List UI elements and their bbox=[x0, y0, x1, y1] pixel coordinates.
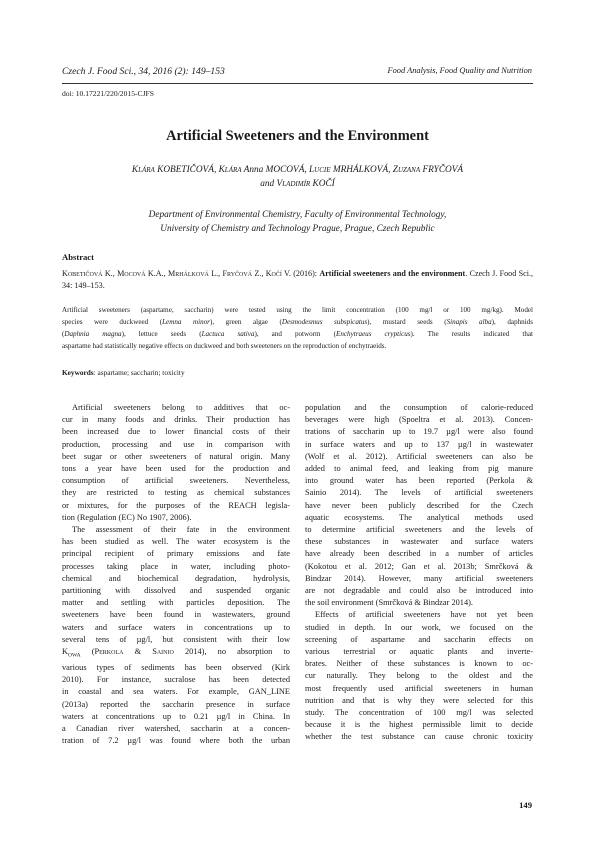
body-text-line: waters and surface waters in concentrations up to bbox=[62, 622, 290, 632]
body-text-line: waters at concentrations up to 0.21 µg/l in China. In bbox=[62, 711, 290, 721]
body-text-line: 2010). For instance, sucralose has been detected bbox=[62, 675, 290, 685]
body-text-line: tons a year have been used for the production and bbox=[62, 464, 290, 474]
body-text-line: nutrition and that is why they were selected for this bbox=[305, 695, 533, 705]
author-surname: KOBETIČOVÁ, bbox=[157, 165, 219, 175]
body-text-line: most frequently used artificial sweeteners in human bbox=[305, 683, 533, 693]
author-first-name: Vladimír bbox=[276, 178, 311, 189]
body-text-line: several tens of µg/l, but consistent with their low bbox=[62, 634, 290, 644]
abstract-line: Artificial sweeteners (aspartame, saccharin) were tested using the limit concentration (100 mg/l or 100 mg/kg). Model bbox=[62, 306, 533, 314]
body-text-line: they are restricted to testing as chemical substances bbox=[62, 488, 290, 498]
body-text-line: has been studied as well. The water ecosystem is the bbox=[62, 537, 290, 547]
body-column-left bbox=[62, 402, 290, 747]
body-text-line: or mixtures, for the purposes of the REACH legisla- bbox=[62, 500, 290, 510]
body-text-line: cur naturally. They belong to the oldest and the bbox=[305, 671, 533, 681]
body-text-line: because it is the highest permissible limit to decide bbox=[305, 720, 533, 730]
author-surname: MRHÁLKOVÁ, bbox=[332, 165, 393, 175]
body-text-line: added to animal feed, and leaking from pig manure bbox=[305, 464, 533, 474]
section-header: Food Analysis, Food Quality and Nutrition bbox=[387, 66, 532, 75]
body-text-line: the soil environment (Smrčková & Bindzar 2014). bbox=[305, 598, 473, 608]
body-text-line: chemical and biochemical degradation, hydrolysis, bbox=[62, 573, 290, 583]
body-text-line: whether the test substance can cause chronic toxicity bbox=[305, 732, 533, 742]
author-surname: Anna MOCOVÁ, bbox=[243, 165, 310, 175]
body-text-line: The assessment of their fate in the environment bbox=[72, 525, 290, 535]
body-text-line: population and the consumption of calorie-reduced bbox=[305, 403, 533, 412]
abstract-line: aspartame had statistically negative effects on duckweed and both sweeteners on the reproduction of enchytraeids. bbox=[62, 342, 387, 350]
citation bbox=[62, 268, 533, 292]
abstract-line: species were duckweed (Lemna minor), green algae (Desmodesmus subspicatus), mustard seeds (Sinapis alba), daphnids bbox=[62, 318, 533, 326]
abstract-heading: Abstract bbox=[62, 252, 94, 262]
body-text-line: in surface waters and up to 137 µg/l in wastewater bbox=[305, 439, 533, 449]
affiliation-line: Department of Environmental Chemistry, Faculty of Environmental Technology, bbox=[148, 210, 447, 220]
body-text-line: Bindzar 2014). However, many artificial sweeteners bbox=[305, 573, 533, 583]
keywords-label: Keywords bbox=[62, 368, 94, 377]
doi: doi: 10.17221/220/2015-CJFS bbox=[62, 89, 154, 98]
body-text-line: have never been publicly described for the Czech bbox=[305, 500, 533, 510]
body-text-line: Effects of artificial sweeteners have not yet been bbox=[315, 610, 533, 620]
body-text-line: these substances in wastewater and surface waters bbox=[305, 537, 533, 547]
body-text-line: into ground water has been reported (Perkola & bbox=[305, 476, 533, 486]
body-column-right bbox=[305, 402, 533, 744]
paper-title: Artificial Sweeteners and the Environment bbox=[166, 128, 429, 144]
body-text-line: aquatic ecosystems. The analytical methods used bbox=[305, 512, 533, 522]
body-text-line: have already been described in a number of articles bbox=[305, 549, 533, 559]
page-number: 149 bbox=[519, 800, 532, 810]
journal-header: Czech J. Food Sci., 34, 2016 (2): 149–153 bbox=[62, 66, 225, 77]
author-first-name: Lucie bbox=[309, 165, 331, 175]
body-text-line: various terrestrial or aquatic plants and inverte- bbox=[305, 647, 533, 657]
author-surname: KOČÍ bbox=[312, 178, 335, 189]
affiliation bbox=[62, 208, 533, 236]
body-text-line: studied in depth. In our work, we focused on the bbox=[305, 622, 533, 632]
body-text-line: production, processing and use in comparison with bbox=[62, 439, 290, 449]
body-text-line: $K_{OWA}$ (Perkola & Sainio 2014), no absorption to bbox=[62, 647, 290, 659]
body-text-line: tration of 7.2 µg/l was found where both the urban bbox=[62, 736, 290, 746]
author-first-name: Klára bbox=[131, 165, 155, 175]
body-text-line: (Kokotou et al. 2012; Gan et al. 2013b; Smrčková & bbox=[305, 561, 533, 571]
citation-authors: Kobetičová K., Mocová K.A., Mrhálková L., Fryčová Z., Kočí V. (2016): bbox=[62, 269, 320, 278]
abstract-line: (Daphnia magna), lettuce seeds (Lactuca sativa), and potworm (Enchytraeus crypticus). The results indicated that bbox=[62, 330, 533, 338]
body-text-line: are not degradable and could also be introduced into bbox=[305, 586, 533, 596]
body-text-line: beverages were high (Spoeltra et al. 2013). Concen- bbox=[305, 415, 533, 425]
body-text-line: been increased due to lower financial costs of their bbox=[62, 427, 290, 437]
citation-source: . Czech J. Food Sci., 34: 149–153. bbox=[62, 269, 533, 290]
citation-title: Artificial sweeteners and the environment bbox=[319, 269, 466, 278]
body-text-line: a Canadian river watershed, saccharin at a concen- bbox=[62, 723, 290, 733]
body-text-line: trations of saccharin up to 19.7 µg/l were also found bbox=[305, 427, 533, 437]
body-text-line: in coastal and sea waters. For example, GAN_LINE bbox=[62, 687, 290, 697]
body-text-line: processes taking place in water, including photo- bbox=[62, 561, 290, 571]
body-text-line: matter and settling with particles deposition. The bbox=[62, 598, 290, 608]
body-text-line: brates. Neither of these substances is known to oc- bbox=[305, 659, 533, 669]
body-text-line: partitioning with dissolved and suspended organic bbox=[62, 586, 290, 596]
affiliation-line: University of Chemistry and Technology Prague, Prague, Czech Republic bbox=[160, 224, 435, 234]
body-text-line: (2013a) reported the saccharin presence in surface bbox=[62, 699, 290, 709]
body-text-line: cur in many foods and drinks. Their production has bbox=[62, 415, 290, 425]
author-conjunction: and bbox=[260, 178, 277, 189]
keywords bbox=[62, 368, 533, 377]
author-first-name: Klára bbox=[218, 165, 242, 175]
body-text-line: sweeteners have been found in wastewaters, ground bbox=[62, 610, 290, 620]
keywords-text: : aspartame; saccharin; toxicity bbox=[93, 368, 185, 377]
body-text-line: study. The concentration of 100 mg/l was selected bbox=[305, 708, 533, 718]
body-text-line: various types of sediments has been observed (Kirk bbox=[62, 662, 290, 672]
author-first-name: Zuzana bbox=[392, 165, 421, 175]
body-text-line: Sainio 2014). The levels of artificial sweeteners bbox=[305, 488, 533, 498]
abstract-text bbox=[62, 304, 533, 352]
body-text-line: screening of aspartame and saccharin effects on bbox=[305, 634, 533, 644]
body-text-line: (Wolf et al. 2012). Artificial sweeteners can also be bbox=[305, 451, 533, 461]
header-rule bbox=[62, 83, 533, 84]
body-text-line: to determine artificial sweeteners and the levels of bbox=[305, 525, 533, 535]
author-list bbox=[62, 164, 533, 191]
author-surname: FRYČOVÁ bbox=[422, 165, 464, 175]
body-text-line: consumption of artificial sweeteners. Nevertheless, bbox=[62, 476, 290, 486]
body-text-line: Artificial sweeteners belong to additives that oc- bbox=[72, 403, 290, 412]
body-text-line: beet sugar or other sweeteners of natural origin. Many bbox=[62, 451, 290, 461]
body-text-line: tion (Regulation (EC) No 1907, 2006). bbox=[62, 512, 192, 522]
body-text-line: principal recipient of primary emissions and fate bbox=[62, 549, 290, 559]
